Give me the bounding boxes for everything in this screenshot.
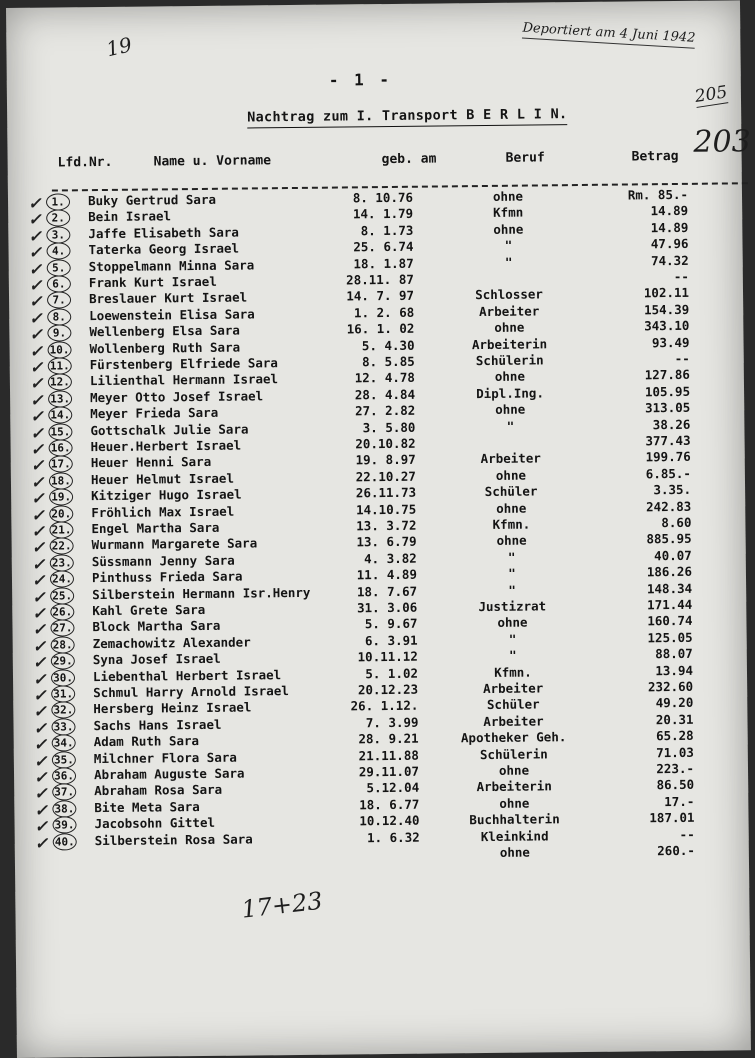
row-birthdate: 31. 3.06 <box>357 599 418 616</box>
row-number: 22. <box>50 538 74 555</box>
row-number: 3. <box>46 226 70 243</box>
row-number: 30. <box>51 669 75 686</box>
row-name: Heuer Helmut Israel <box>90 470 235 487</box>
row-name: Wellenberg Elsa Sara <box>89 322 240 340</box>
row-birthdate: 13. 3.72 <box>356 517 417 534</box>
row-amount: 74.32 <box>650 252 689 268</box>
row-occupation: ohne <box>494 368 526 385</box>
row-birthdate: 1. 2. 68 <box>353 304 415 321</box>
row-number: 36. <box>52 767 76 784</box>
row-name: Kahl Grete Sara <box>92 601 206 619</box>
row-occupation: " <box>504 254 513 270</box>
check-mark-icon: ✓ <box>29 341 44 361</box>
row-name: Gottschalk Julie Sara <box>90 421 249 438</box>
row-amount: 187.01 <box>649 810 695 826</box>
row-name: Breslauer Kurt Israel <box>88 289 248 307</box>
row-birthdate: 26. 1.12. <box>350 698 419 714</box>
row-birthdate <box>340 846 420 847</box>
row-occupation: Arbeiter <box>482 680 544 697</box>
header-name: Name u. Vorname <box>153 153 272 170</box>
row-number: 19. <box>49 489 73 506</box>
row-amount: 71.03 <box>656 744 694 760</box>
check-mark-icon: ✓ <box>34 816 49 836</box>
row-birthdate: 8. 10.76 <box>352 189 414 206</box>
row-number: 24. <box>50 571 74 588</box>
check-mark-icon: ✓ <box>33 734 48 754</box>
row-name: Buky Gertrud Sara <box>87 191 217 209</box>
row-amount: -- <box>674 350 690 367</box>
check-mark-icon: ✓ <box>28 242 43 262</box>
row-name: Syna Josef Israel <box>92 650 221 668</box>
header-lfd-nr: Lfd.Nr. <box>57 154 113 171</box>
row-number: 29. <box>51 653 75 670</box>
row-amount: 313.05 <box>644 400 691 416</box>
row-name: Pinthuss Frieda Sara <box>91 568 243 586</box>
row-birthdate: 18. 1.87 <box>353 255 414 271</box>
row-occupation: ohne <box>496 500 527 516</box>
check-mark-icon: ✓ <box>30 406 44 426</box>
row-amount: 86.50 <box>656 777 695 793</box>
row-amount: 102.11 <box>643 285 690 301</box>
row-birthdate: 28. 4.84 <box>354 386 416 403</box>
row-birthdate: 4. 3.82 <box>364 550 417 567</box>
row-number: 6. <box>47 275 71 292</box>
row-occupation: Arbeiter <box>480 450 541 467</box>
row-number: 28. <box>51 636 75 653</box>
row-occupation: " <box>508 565 516 581</box>
row-number: 32. <box>51 702 75 719</box>
row-number: 23. <box>50 554 74 571</box>
check-mark-icon: ✓ <box>31 570 46 590</box>
row-occupation: ohne <box>499 844 530 860</box>
row-birthdate: 26.11.73 <box>355 484 417 501</box>
row-occupation: Kfmn. <box>492 516 531 532</box>
row-name: Fürstenberg Elfriede Sara <box>89 355 278 373</box>
row-birthdate: 6. 3.91 <box>364 632 418 649</box>
row-occupation: " <box>508 647 517 663</box>
row-name: Heuer.Herbert Israel <box>90 437 242 455</box>
check-mark-icon: ✓ <box>32 636 47 656</box>
check-mark-icon: ✓ <box>28 292 43 312</box>
row-occupation: Justizrat <box>478 598 547 615</box>
row-amount: 3.35. <box>653 482 692 498</box>
row-number: 1. <box>46 193 70 210</box>
row-name: Sachs Hans Israel <box>93 716 222 733</box>
row-birthdate: 29.11.07 <box>358 763 420 780</box>
row-occupation: " <box>504 237 513 253</box>
row-occupation: Arbeiter <box>483 713 544 729</box>
row-number: 4. <box>46 243 70 260</box>
row-amount: 13.94 <box>655 662 694 678</box>
row-name: Stoppelmann Minna Sara <box>88 257 255 274</box>
row-name: Block Martha Sara <box>92 618 221 635</box>
row-name: Jaffe Elisabeth Sara <box>88 224 239 241</box>
check-mark-icon: ✓ <box>31 554 46 574</box>
row-name: Liebenthal Herbert Israel <box>92 666 282 684</box>
handwritten-sum-bottom: 17+23 <box>240 886 324 924</box>
row-name: Meyer Frieda Sara <box>90 404 219 422</box>
row-name: Adam Ruth Sara <box>93 733 200 750</box>
row-birthdate: 28. 9.21 <box>358 730 419 747</box>
row-name: Lilienthal Hermann Israel <box>89 371 279 389</box>
row-occupation: " <box>508 631 517 647</box>
row-number: 20. <box>49 505 73 522</box>
row-number: 26. <box>50 603 74 620</box>
row-birthdate: 13. 6.79 <box>356 534 417 550</box>
row-amount: 14.89 <box>650 203 689 219</box>
row-number: 17. <box>49 456 73 473</box>
row-number: 37. <box>52 784 76 801</box>
row-birthdate: 10.11.12 <box>357 648 418 665</box>
row-amount: -- <box>673 268 689 285</box>
row-name: Fröhlich Max Israel <box>91 503 235 520</box>
row-occupation: Apotheker Geh. <box>460 729 567 746</box>
row-amount: 6.85.- <box>645 465 691 482</box>
row-number: 34. <box>52 734 76 751</box>
check-mark-icon: ✓ <box>31 505 45 525</box>
check-mark-icon: ✓ <box>34 800 48 820</box>
row-birthdate: 8. 5.85 <box>361 353 415 370</box>
row-birthdate: 25. 6.74 <box>353 238 414 255</box>
row-name: Hersberg Heinz Israel <box>93 699 252 717</box>
row-amount: 38.26 <box>652 416 691 432</box>
check-mark-icon: ✓ <box>27 193 42 213</box>
row-name: Frank Kurt Israel <box>88 273 217 291</box>
row-name: Jacobsohn Gittel <box>94 815 216 832</box>
row-name: Meyer Otto Josef Israel <box>90 388 264 405</box>
row-birthdate: 28.11. 87 <box>346 271 414 288</box>
row-number: 5. <box>47 259 71 276</box>
row-number: 33. <box>51 718 75 735</box>
check-mark-icon: ✓ <box>30 390 44 410</box>
check-mark-icon: ✓ <box>32 669 47 689</box>
row-birthdate: 5.12.04 <box>366 780 420 796</box>
check-mark-icon: ✓ <box>31 538 46 558</box>
check-mark-icon: ✓ <box>32 603 46 623</box>
row-number: 35. <box>52 751 76 768</box>
row-amount: 88.07 <box>655 646 693 662</box>
check-mark-icon: ✓ <box>30 456 45 476</box>
row-occupation: ohne <box>494 319 525 336</box>
row-amount: 125.05 <box>647 629 693 646</box>
row-occupation: Kfmn. <box>494 664 532 680</box>
check-mark-icon: ✓ <box>29 374 44 394</box>
row-birthdate: 5. 4.30 <box>361 337 415 353</box>
row-occupation: Schüler <box>486 696 540 713</box>
row-birthdate: 20.10.82 <box>355 435 416 452</box>
row-amount: 8.60 <box>661 514 692 531</box>
row-occupation: ohne <box>497 614 528 631</box>
row-occupation: ohne <box>498 762 530 778</box>
row-number: 38. <box>52 800 76 817</box>
row-occupation: ohne <box>495 467 527 483</box>
row-occupation: ohne <box>493 221 524 237</box>
row-amount: 260.- <box>657 842 695 859</box>
row-name: Zemachowitz Alexander <box>92 634 251 651</box>
row-name: Abraham Auguste Sara <box>93 765 245 783</box>
row-number: 16. <box>49 439 73 456</box>
row-amount: 105.95 <box>644 383 691 400</box>
row-amount: 377.43 <box>645 432 691 449</box>
row-number: 27. <box>50 620 74 637</box>
row-occupation: Kfmn <box>493 204 524 221</box>
check-mark-icon: ✓ <box>31 488 45 508</box>
row-amount: 65.28 <box>655 728 694 744</box>
row-amount: -- <box>679 826 695 842</box>
row-number: 7. <box>47 292 71 309</box>
row-amount: 160.74 <box>647 613 693 629</box>
row-number: 40. <box>53 833 77 850</box>
row-amount: 199.76 <box>645 449 691 465</box>
row-occupation: " <box>508 582 516 598</box>
handwritten-number-large: 203 <box>693 124 751 160</box>
header-beruf: Beruf <box>505 150 545 166</box>
check-mark-icon: ✓ <box>30 439 45 459</box>
row-name: Schmul Harry Arnold Israel <box>93 683 289 701</box>
row-name: Süssmann Jenny Sara <box>91 552 235 569</box>
row-amount: 223.- <box>656 760 695 777</box>
row-amount: 186.26 <box>646 564 693 580</box>
row-number: 15. <box>48 423 72 440</box>
check-mark-icon: ✓ <box>33 751 48 771</box>
row-name: Bite Meta Sara <box>94 798 200 815</box>
row-occupation: " <box>507 549 516 565</box>
row-birthdate: 1. 6.32 <box>366 829 420 845</box>
row-occupation: Buchhalterin <box>469 811 560 828</box>
row-birthdate: 18. 7.67 <box>356 583 418 599</box>
row-birthdate: 14.10.75 <box>355 501 417 517</box>
row-birthdate: 19. 8.97 <box>355 452 416 468</box>
row-birthdate: 7. 3.99 <box>365 714 419 731</box>
row-birthdate: 5. 1.02 <box>365 665 419 681</box>
row-amount: 343.10 <box>644 318 690 334</box>
row-amount: 17.- <box>664 793 695 809</box>
row-amount: 49.20 <box>655 695 694 711</box>
row-occupation: Schülerin <box>475 352 544 369</box>
row-name: Bein Israel <box>88 208 172 225</box>
row-birthdate: 16. 1. 02 <box>346 320 415 337</box>
row-occupation: Schülerin <box>479 745 548 762</box>
row-occupation: Arbeiter <box>479 303 540 319</box>
check-mark-icon: ✓ <box>28 210 42 230</box>
row-number: 8. <box>47 308 71 325</box>
row-number: 31. <box>51 685 75 702</box>
row-number: 2. <box>46 210 70 227</box>
row-occupation: Schüler <box>484 483 538 500</box>
row-amount: 171.44 <box>647 596 693 613</box>
row-name: Loewenstein Elisa Sara <box>89 306 255 323</box>
row-occupation: Dipl.Ing. <box>476 385 544 401</box>
check-mark-icon: ✓ <box>33 685 47 705</box>
row-birthdate: 12. 4.78 <box>354 370 415 386</box>
row-name: Silberstein Rosa Sara <box>94 831 253 848</box>
check-mark-icon: ✓ <box>28 275 43 295</box>
row-occupation: Arbeiterin <box>471 335 548 352</box>
check-mark-icon: ✓ <box>30 472 45 492</box>
check-mark-icon: ✓ <box>33 767 48 787</box>
row-occupation: ohne <box>499 795 530 811</box>
check-mark-icon: ✓ <box>29 308 43 328</box>
row-birthdate: 27. 2.82 <box>354 402 416 419</box>
row-birthdate: 22.10.27 <box>355 468 417 485</box>
row-birthdate: 21.11.88 <box>358 747 419 763</box>
row-amount: 40.07 <box>654 547 692 564</box>
row-occupation: ohne <box>495 401 526 418</box>
row-name: Engel Martha Sara <box>91 519 220 537</box>
handwritten-number-top-left: 19 <box>104 32 135 62</box>
check-mark-icon: ✓ <box>34 833 49 853</box>
row-birthdate: 3. 5.80 <box>362 419 416 435</box>
document-title: Nachtrag zum I. Transport B E R L I N. <box>247 106 567 128</box>
row-number: 14. <box>48 407 72 424</box>
row-name: Silberstein Hermann Isr.Henry <box>92 584 311 602</box>
check-mark-icon: ✓ <box>31 521 45 541</box>
row-number: 21. <box>49 521 73 538</box>
row-amount: 14.89 <box>650 219 689 236</box>
check-mark-icon: ✓ <box>28 259 43 279</box>
row-occupation: " <box>506 418 515 434</box>
row-occupation: Kleinkind <box>480 827 549 844</box>
row-amount: 154.39 <box>643 301 690 318</box>
check-mark-icon: ✓ <box>32 652 47 672</box>
row-number: 10. <box>47 341 71 358</box>
row-occupation: Arbeiterin <box>476 778 552 795</box>
check-mark-icon: ✓ <box>33 702 47 722</box>
row-amount: 20.31 <box>655 711 694 728</box>
check-mark-icon: ✓ <box>32 620 47 640</box>
row-occupation: ohne <box>496 532 527 549</box>
row-name: Milchner Flora Sara <box>93 749 237 766</box>
row-number: 9. <box>47 325 71 342</box>
row-name: Wurmann Margarete Sara <box>91 535 258 553</box>
check-mark-icon: ✓ <box>29 324 43 344</box>
check-mark-icon: ✓ <box>30 423 44 443</box>
page-number: - 1 - <box>328 69 393 90</box>
row-occupation: Schlosser <box>475 286 543 303</box>
row-birthdate: 18. 6.77 <box>359 796 420 813</box>
row-amount: 148.34 <box>646 580 693 596</box>
row-number: 18. <box>49 472 73 489</box>
row-number: 25. <box>50 587 74 604</box>
check-mark-icon: ✓ <box>34 783 48 804</box>
row-amount: 47.96 <box>650 236 689 252</box>
row-name: Abraham Rosa Sara <box>94 782 223 799</box>
row-name: Wollenberg Ruth Sara <box>89 339 241 356</box>
row-amount: 232.60 <box>647 678 694 695</box>
header-betrag: Betrag <box>631 148 679 165</box>
check-mark-icon: ✓ <box>29 357 44 377</box>
header-geb: geb. am <box>381 151 437 168</box>
row-name: Kitziger Hugo Israel <box>91 486 242 504</box>
check-mark-icon: ✓ <box>28 226 42 246</box>
row-number: 12. <box>48 374 72 391</box>
handwritten-number-small: 205 <box>693 82 729 107</box>
deportation-list <box>8 180 755 888</box>
row-birthdate: 8. 1.73 <box>360 222 414 239</box>
row-amount: 242.83 <box>646 498 692 514</box>
row-birthdate: 14. 1.79 <box>352 206 414 222</box>
row-birthdate: 11. 4.89 <box>356 566 418 583</box>
row-name: Taterka Georg Israel <box>88 240 240 258</box>
check-mark-icon: ✓ <box>32 587 46 607</box>
row-occupation: ohne <box>492 188 524 204</box>
row-number: 39. <box>52 816 76 833</box>
row-amount: 93.49 <box>651 334 690 350</box>
row-birthdate: 10.12.40 <box>359 812 420 829</box>
row-birthdate: 14. 7. 97 <box>346 288 415 304</box>
row-amount: 127.86 <box>644 367 690 383</box>
row-birthdate: 5. 9.67 <box>364 616 418 632</box>
row-number: 11. <box>48 357 72 374</box>
row-amount: Rm. 85.- <box>627 186 689 203</box>
row-amount: 885.95 <box>646 531 692 547</box>
row-birthdate: 20.12.23 <box>357 681 419 698</box>
row-number: 13. <box>48 390 72 407</box>
check-mark-icon: ✓ <box>33 718 48 738</box>
document-page <box>6 0 751 1058</box>
row-name: Heuer Henni Sara <box>90 454 212 471</box>
handwritten-note-top-right: Deportiert am 4 Juni 1942 <box>522 21 696 49</box>
